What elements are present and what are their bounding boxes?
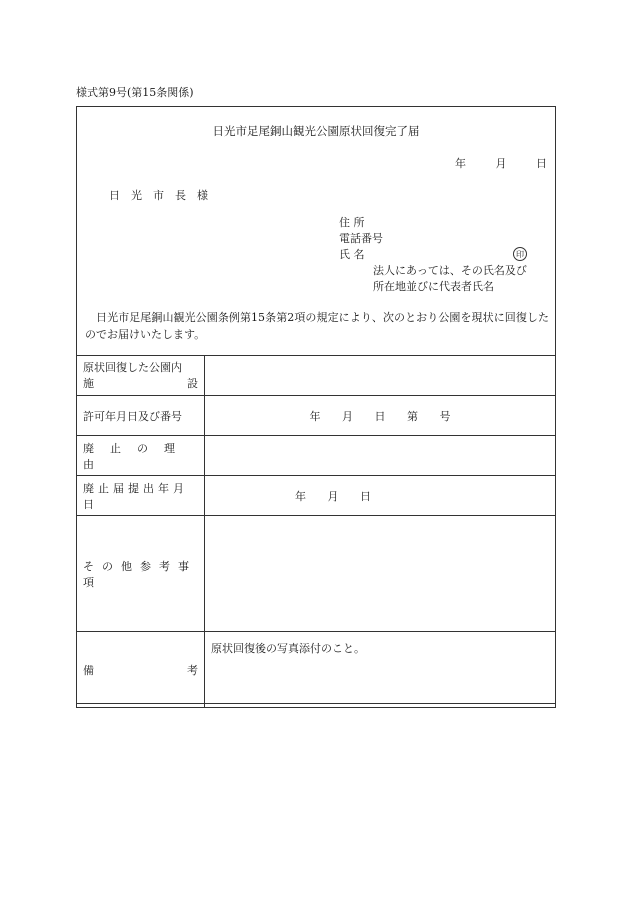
remarks-label: [77, 632, 205, 708]
form-title: 日光市足尾銅山観光公園原状回復完了届: [212, 124, 420, 138]
phone-label: 電話番号: [339, 232, 383, 245]
remarks-label-a: 備: [83, 663, 94, 677]
other-notes-field[interactable]: [205, 516, 556, 632]
form-frame: [76, 106, 556, 704]
corporate-note: [373, 263, 527, 295]
abolition-reason-field[interactable]: [205, 436, 556, 476]
body-text: 日光市足尾銅山観光公園条例第15条第2項の規定により、次のとおり公園を現状に回復したのでお届けいたします。: [85, 311, 549, 341]
permit-date-number-label: [77, 396, 205, 436]
table-row: [77, 356, 556, 396]
table-row: [77, 476, 556, 516]
date-year-label: 年: [455, 157, 466, 170]
corporate-note-line1: 法人にあっては、その氏名及び: [373, 264, 527, 277]
other-notes-label-text: その他参考事項: [83, 559, 197, 589]
applicant-block: [339, 215, 383, 263]
permit-date-number-label-text: 許可年月日及び番号: [83, 409, 182, 423]
abolition-notice-date-field[interactable]: 年 月 日: [205, 476, 556, 516]
name-label: 氏 名: [339, 248, 365, 261]
table-row: [77, 396, 556, 436]
abolition-notice-date-label-text: 廃止届提出年月日: [83, 481, 188, 511]
address-label: 住 所: [339, 216, 365, 229]
restored-facility-label-line1: 原状回復した公園内: [83, 360, 182, 374]
table-row: [77, 436, 556, 476]
addressee: 日光市長様: [109, 189, 219, 202]
abolition-reason-label-text: 廃止の理由: [83, 441, 191, 471]
restored-facility-label: [77, 356, 205, 396]
date-month-label: 月: [495, 157, 507, 170]
details-table: [76, 355, 556, 708]
submission-date: [455, 155, 547, 171]
permit-date-number-text: [83, 408, 198, 424]
other-notes-label: [77, 516, 205, 632]
date-day-label: 日: [536, 157, 547, 170]
form-number: 様式第9号(第15条関係): [76, 86, 194, 99]
permit-date-number-field[interactable]: 年 月 日 第 号: [205, 396, 556, 436]
abolition-reason-label: [77, 436, 205, 476]
restored-facility-field[interactable]: [205, 356, 556, 396]
table-row: [77, 516, 556, 632]
abolition-notice-date-label: [77, 476, 205, 516]
restored-facility-label-a: 施: [83, 376, 94, 390]
corporate-note-line2: 所在地並びに代表者氏名: [373, 280, 494, 293]
seal-mark: 印: [513, 247, 527, 261]
restored-facility-label-b: 設: [187, 376, 198, 390]
table-row: [77, 632, 556, 708]
remarks-label-b: 考: [187, 663, 198, 677]
remarks-field: 原状回復後の写真添付のこと。: [205, 632, 556, 708]
